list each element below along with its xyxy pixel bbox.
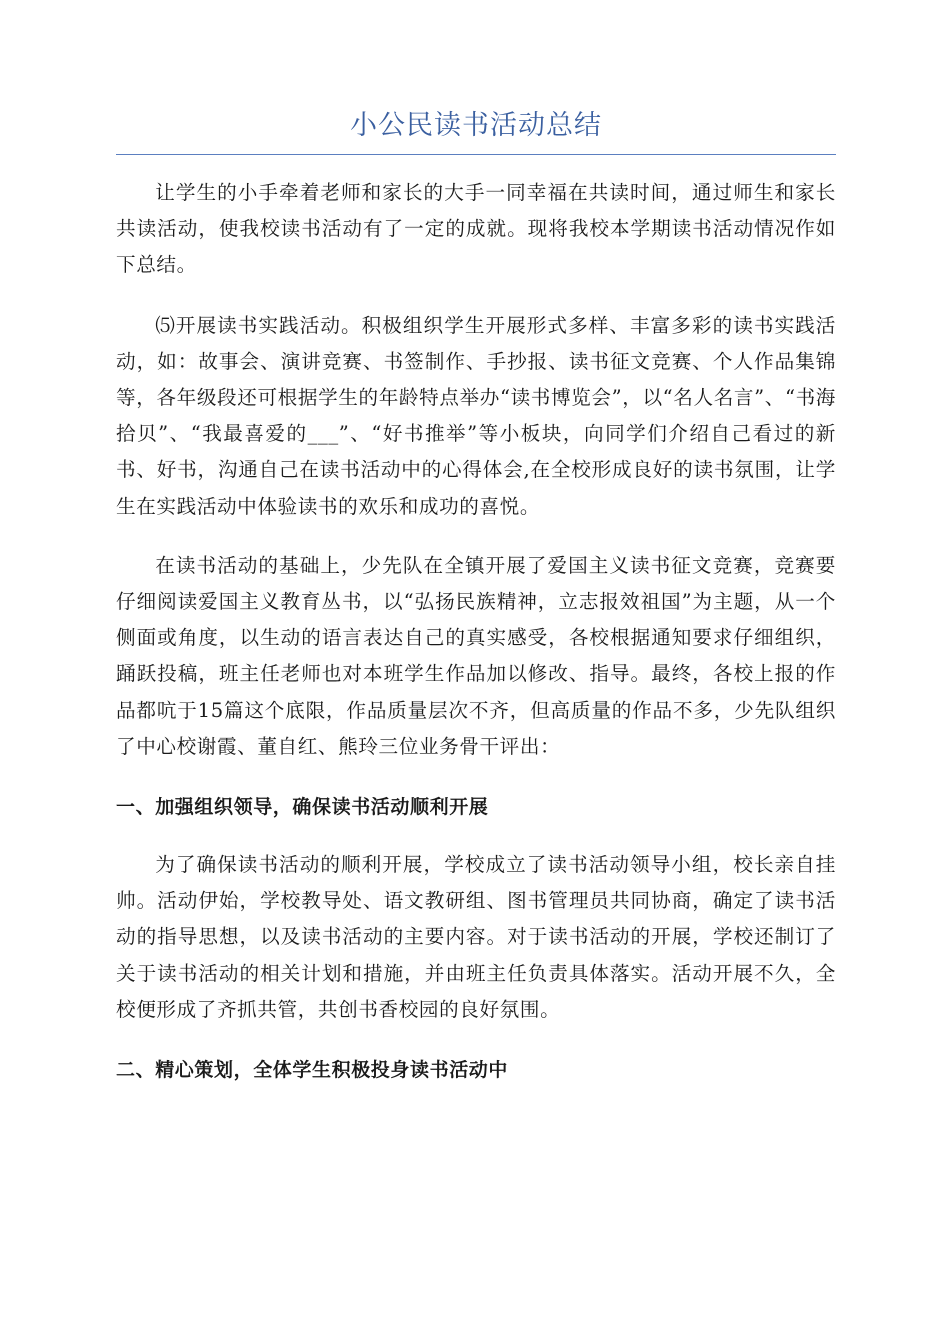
section-heading-2: 二、精心策划，全体学生积极投身读书活动中: [116, 1059, 509, 1082]
practice-paragraph: ⑸开展读书实践活动。积极组织学生开展形式多样、丰富多彩的读书实践活动，如：故事会、演讲竞赛、书签制作、手抄报、读书征文竞赛、个人作品集锦等，各年级段还可根据学生的年龄特点举办“读书博览会”，以“名人名言”、“书海拾贝”、“我最喜爱的___”、“好书推举”等小板块，向同学们介绍自己看过的新书、好书，沟通自己在读书活动中的心得体会,在全校形成良好的读书氛围，让学生在实践活动中体验读书的欢乐和成功的喜悦。: [116, 313, 836, 518]
contest-paragraph: 在读书活动的基础上，少先队在全镇开展了爱国主义读书征文竞赛，竞赛要仔细阅读爱国主义教育丛书，以“弘扬民族精神，立志报效祖国”为主题，从一个侧面或角度，以生动的语言表达自己的真实感受，各校根据通知要求仔细组织，踊跃投稿，班主任老师也对本班学生作品加以修改、指导。最终，各校上报的作品都吭于15篇这个底限，作品质量层次不齐，但高质量的作品不多，少先队组织了中心校谢霞、董自红、熊玲三位业务骨干评出：: [116, 553, 836, 758]
section-heading-1: 一、加强组织领导，确保读书活动顺利开展: [116, 796, 489, 819]
document-page: [116, 104, 836, 1088]
intro-paragraph: 让学生的小手牵着老师和家长的大手一同幸福在共读时间，通过师生和家长共读活动，使我校读书活动有了一定的成就。现将我校本学期读书活动情况作如下总结。: [116, 181, 836, 277]
organization-paragraph: 为了确保读书活动的顺利开展，学校成立了读书活动领导小组，校长亲自挂帅。活动伊始，学校教导处、语文教研组、图书管理员共同协商，确定了读书活动的指导思想，以及读书活动的主要内容。对于读书活动的开展，学校还制订了关于读书活动的相关计划和措施，并由班主任负责具体落实。活动开展不久，全校便形成了齐抓共管，共创书香校园的良好氛围。: [116, 853, 836, 1021]
document-title: 小公民读书活动总结: [116, 104, 836, 155]
